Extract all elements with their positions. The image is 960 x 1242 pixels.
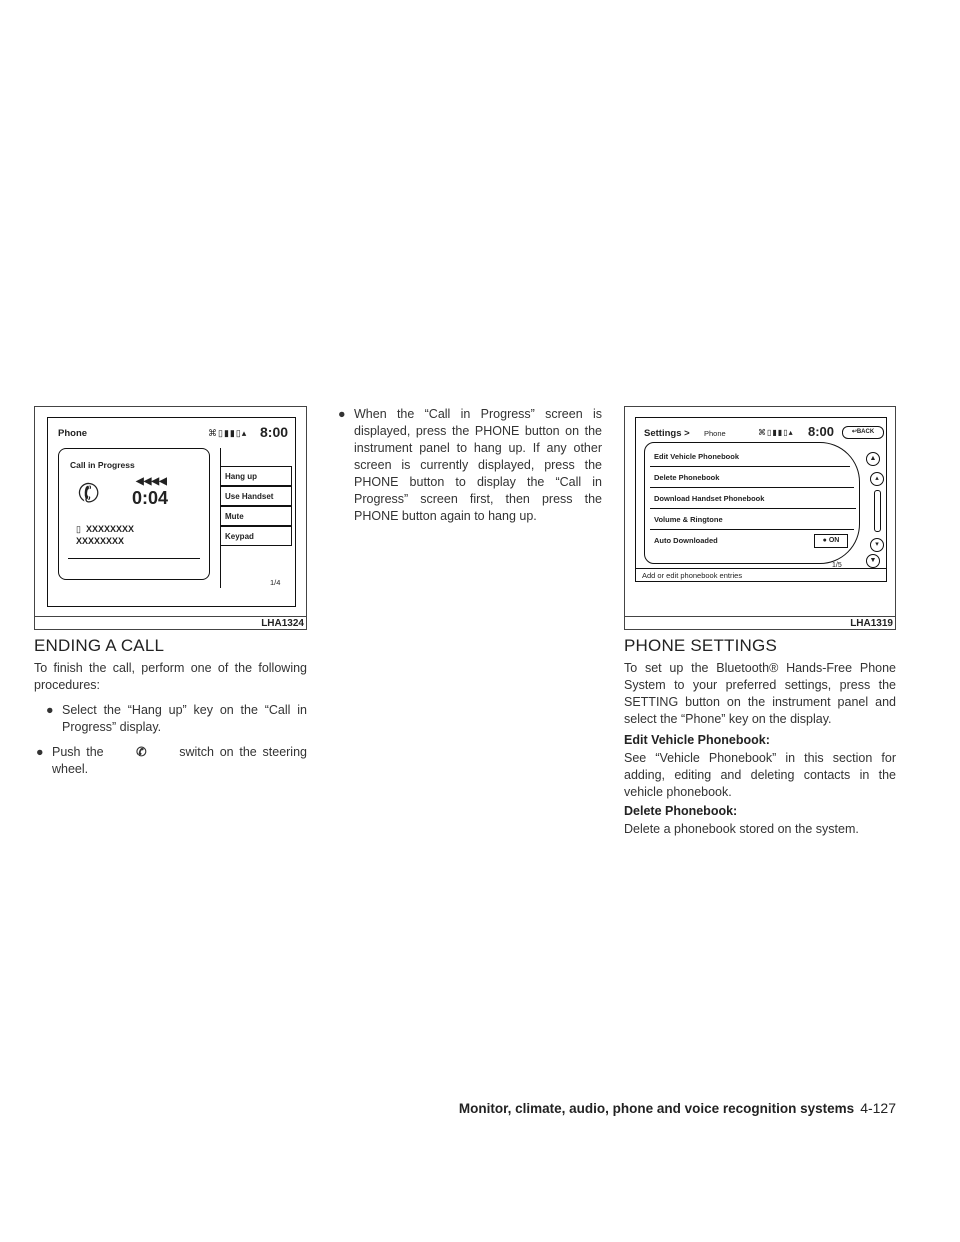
steering-phone-icon: ✆: [136, 745, 147, 759]
bullet-dot: ●: [46, 703, 54, 717]
menu-auto-downloaded[interactable]: Auto Downloaded: [654, 536, 718, 545]
scroll-top-button[interactable]: ▲: [866, 452, 880, 466]
figure-baseline: [625, 616, 895, 617]
menu-hang-up[interactable]: Hang up: [220, 466, 292, 486]
clock: 8:00: [808, 424, 835, 439]
menu-download-handset-phonebook[interactable]: Download Handset Phonebook: [650, 488, 856, 509]
menu-delete-phonebook[interactable]: Delete Phonebook: [650, 467, 854, 488]
call-screen: [47, 417, 296, 607]
scroll-down-button[interactable]: ▾: [870, 538, 884, 552]
figure-code: LHA1319: [850, 618, 893, 629]
settings-intro: To set up the Bluetooth® Hands-Free Phone System to your preferred settings, press the SETTING button on the instrument panel and select the “Phone” key on the display.: [624, 661, 896, 726]
back-label: BACK: [856, 429, 875, 435]
status-icons: ⌘▯▮▮▯▴: [758, 428, 794, 437]
ending-call-heading: ENDING A CALL: [34, 636, 165, 655]
menu-mute[interactable]: Mute: [220, 506, 292, 526]
figure-baseline: [35, 616, 306, 617]
caller-name: XXXXXXXX: [86, 524, 135, 534]
status-icons: ⌘▯▮▮▯▴: [208, 428, 248, 438]
screen-title: Phone: [58, 428, 88, 439]
call-timer: 0:04: [132, 488, 169, 508]
back-button[interactable]: ↩BACK: [842, 426, 884, 439]
menu-use-handset[interactable]: Use Handset: [220, 486, 292, 506]
delete-phonebook-subhead: Delete Phonebook:: [624, 804, 738, 818]
delete-phonebook-text: Delete a phonebook stored on the system.: [624, 822, 859, 836]
phone-book-icon: ▯: [76, 524, 81, 534]
bullet-dot: ●: [338, 407, 346, 421]
bullet-push-switch: [36, 744, 307, 780]
bullet-hang-up: [46, 702, 307, 738]
page-indicator: 1/4: [270, 578, 281, 587]
scroll-up-button[interactable]: ▴: [870, 472, 884, 486]
bullet-text: When the “Call in Progress” screen is displayed, press the PHONE button on the instrument panel to hang up. If any other screen is currently displayed, press the PHONE button to display the “Call in Progress” screen first, then press the PHONE button again to hang up.: [354, 407, 602, 523]
page-footer: [459, 1100, 896, 1116]
toggle-label: ON: [828, 537, 840, 544]
auto-download-toggle[interactable]: ● ON: [814, 534, 848, 548]
clock: 8:00: [260, 424, 289, 440]
handset-icon: ✆: [73, 475, 105, 511]
hint-text: Add or edit phonebook entries: [642, 571, 743, 580]
menu-keypad[interactable]: Keypad: [220, 526, 292, 546]
bullet-text-end: switch on the steering wheel.: [52, 745, 307, 776]
settings-screen: [635, 417, 887, 582]
footer-page-number: 4-127: [860, 1100, 896, 1116]
screen-title: Settings >: [644, 428, 690, 439]
edit-phonebook-text: See “Vehicle Phonebook” in this section for adding, editing and deleting contacts in the vehicle phonebook.: [624, 751, 896, 799]
figure-code: LHA1324: [261, 618, 304, 629]
bullet-dot: ●: [36, 745, 44, 759]
ending-intro: To finish the call, perform one of the following procedures:: [34, 661, 307, 692]
figure-call-in-progress: [34, 406, 307, 630]
signal-arrows-icon: ◀◀◀◀: [136, 476, 167, 487]
scrollbar[interactable]: [874, 490, 881, 532]
figure-phone-settings: [624, 406, 896, 630]
call-label: Call in Progress: [70, 460, 135, 470]
bullet-text: Select the “Hang up” key on the “Call in Progress” display.: [62, 703, 307, 734]
footer-section: Monitor, climate, audio, phone and voice recognition systems: [458, 1101, 855, 1116]
caller-number: XXXXXXXX: [76, 536, 125, 546]
screen-subtitle: Phone: [704, 429, 726, 438]
scroll-bottom-button[interactable]: ▼: [866, 554, 880, 568]
phone-settings-heading: PHONE SETTINGS: [624, 636, 777, 655]
divider: [68, 558, 200, 559]
bullet-phone-button: [338, 406, 604, 526]
edit-phonebook-subhead: Edit Vehicle Phonebook:: [624, 733, 770, 747]
menu-volume-ringtone[interactable]: Volume & Ringtone: [650, 509, 854, 530]
menu-edit-vehicle-phonebook[interactable]: Edit Vehicle Phonebook: [650, 446, 850, 467]
bullet-text-start: Push the: [52, 745, 104, 759]
page-indicator: 1/5: [832, 562, 842, 569]
